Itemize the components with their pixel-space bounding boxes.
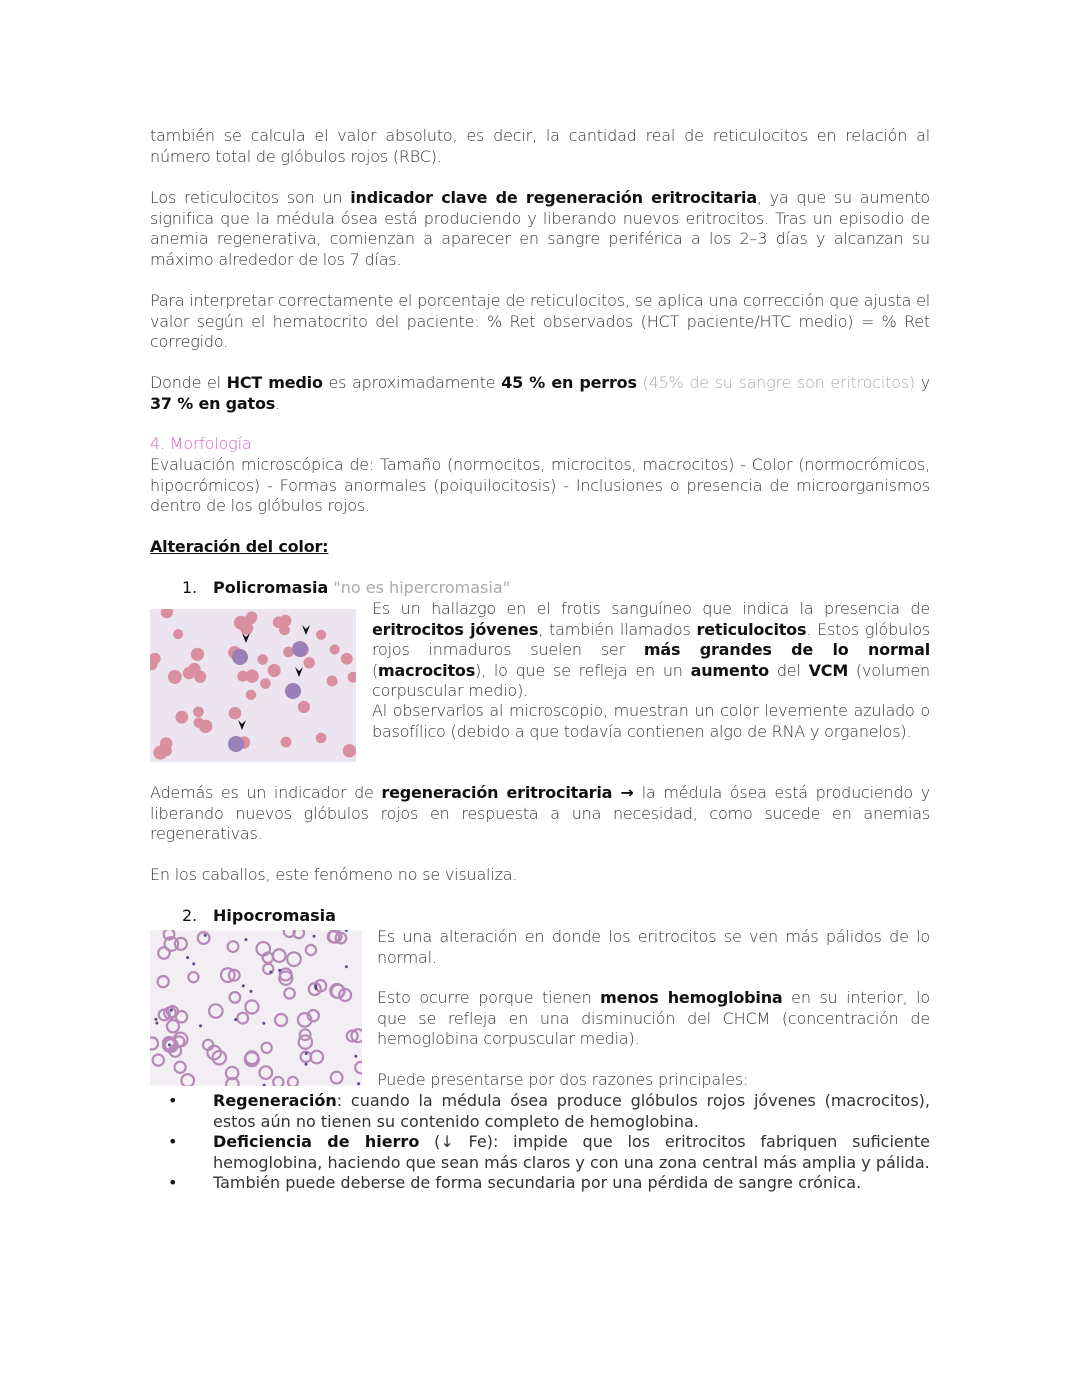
list-item [150,1132,930,1173]
reasons-list [150,1091,930,1194]
text-segment: : cuando la médula ósea produce glóbulos rojos jóvenes (macrocitos), estos aún no tienen su contenido completo de hemoglobina. [213,1091,930,1131]
text-segment: (45% de su sangre son eritrocitos) [642,373,915,392]
red-cell [281,737,292,748]
red-cell [273,616,285,628]
bold-text: macrocitos [378,660,476,680]
platelet [305,1052,308,1055]
platelet [345,965,348,968]
hipocromasia-hemoglobin [377,988,930,1050]
list-item-text [213,1173,861,1192]
bold-text: Deficiencia de hierro [213,1132,420,1152]
red-cell [257,654,268,665]
hipocromasia-heading [182,906,336,927]
red-cell [341,653,353,665]
bold-text: VCM [808,660,849,680]
bold-text: Hipocromasia [213,906,336,925]
text-segment: Los reticulocitos son un [150,188,351,207]
bold-text: 45 % en perros [501,373,637,392]
text-segment: En los caballos, este fenómeno no se visualiza. [150,865,518,884]
paragraph-hct [150,373,930,414]
text-segment: en su interior, lo que se refleja en una disminución del CHCM (concentración de hemoglobina corpuscular media). [377,988,931,1049]
platelet [305,1063,308,1066]
text-segment: Alteración del color: [150,537,329,556]
text-segment: . Estos glóbulos rojos inmaduros suelen ser [372,619,930,660]
paragraph-reticulocytes [150,188,930,270]
policromasia-heading [182,578,510,599]
text-segment: y [914,373,930,392]
policromasia-description [372,599,930,702]
bold-text: más grandes de lo normal [643,640,930,660]
reticulocyte [292,641,308,657]
bullet-icon: • [168,1132,178,1152]
reticulocyte [228,736,244,752]
red-cell [330,644,340,654]
red-cell [199,720,212,733]
text-segment: También puede deberse de forma secundaria por una pérdida de sangre crónica. [213,1173,862,1193]
bold-text: indicador clave de regeneración eritrocitaria [350,188,757,207]
red-cell [161,745,172,756]
section-heading-morfologia [150,434,930,455]
paragraph-morfologia [150,455,930,517]
paragraph-correction [150,291,930,353]
platelet [313,935,316,938]
text-segment: Para interpretar correctamente el porcentaje de reticulocitos, se aplica una corrección que ajusta el valor según el hematocrito del paciente: % Ret observados (HCT paciente/HTC medio) = % Ret corregido. [150,291,930,352]
bold-text: HCT medio [226,373,323,392]
platelet [244,938,247,941]
bold-text: aumento [690,660,769,680]
red-cell [246,690,256,700]
red-cell [327,676,338,687]
platelet [249,990,252,993]
platelet [278,969,281,972]
platelet [354,1055,357,1058]
red-cell [229,707,242,720]
platelet [262,1022,265,1025]
platelet [168,1043,171,1046]
text-segment: también se calcula el valor absoluto, es decir, la cantidad real de reticulocitos en relación al número total de glóbulos rojos (RBC). [150,126,930,166]
hipocromasia-description [377,927,930,968]
red-cell [175,711,188,724]
policromasia-micrograph [150,609,356,762]
text-segment: (↓ Fe): impide que los eritrocitos fabriquen suficiente hemoglobina, haciendo que sean más claros y con una zona central más amplia y pálida. [213,1132,931,1172]
paragraph-regeneration [150,783,930,845]
bold-text: reticulocitos [696,619,807,639]
text-segment: Puede presentarse por dos razones principales: [377,1070,749,1089]
red-cell [173,629,183,639]
bold-text: regeneración eritrocitaria → [381,783,642,802]
platelet [234,1018,237,1021]
text-segment: Donde el [150,373,227,392]
bold-text: menos hemoglobina [600,988,783,1007]
platelet [186,956,189,959]
text-segment: ), lo que se refleja en un [475,660,691,680]
reticulocyte [285,683,301,699]
text-segment: "no es hipercromasia" [328,578,511,597]
text-segment: Esto ocurre porque tienen [377,988,601,1007]
red-cell [193,706,204,717]
platelet [314,984,317,987]
list-number: 1. [182,578,198,597]
text-segment: , ya que su aumento significa que la médula ósea está produciendo y liberando nuevos eritrocitos. Tras un episodio de anemia regenerativa, comienzan a aparecer en sangre periférica a los 2–3 días y alcanzan su máximo alrededor de los 7 días. [150,188,930,269]
platelet [199,1024,202,1027]
red-cell [316,733,327,744]
red-cell [316,630,326,640]
subheading-color [150,537,930,558]
red-cell [188,663,201,676]
red-cell [245,613,256,624]
policromasia-title [213,578,510,597]
text-segment: , también llamados [538,619,697,639]
platelet [155,1021,158,1024]
text-segment: Además es un indicador de [150,783,382,802]
red-cell [260,678,271,689]
red-cell [298,701,310,713]
list-item-text [213,1132,930,1172]
text-segment: Es un hallazgo en el frotis sanguíneo que indica la presencia de [372,599,930,618]
text-segment: es aproximadamente [322,373,502,392]
hipocromasia-reasons [377,1070,930,1091]
red-cell [237,671,248,682]
red-cell [168,670,182,684]
bold-text: Regeneración [213,1091,337,1110]
platelet [154,1018,157,1021]
platelet [269,971,272,974]
platelet [204,934,207,937]
list-item [150,1173,930,1194]
list-item-text [213,1091,930,1131]
text-segment: . [275,393,280,413]
text-segment: Es una alteración en donde los eritrocitos se ven más pálidos de lo normal. [377,927,930,967]
list-number: 2. [182,906,198,925]
text-segment: 4. Morfología [150,434,252,453]
text-segment: Al observarlos al microscopio, muestran un color levemente azulado o basofílico (debido a que todavía contienen algo de RNA y organelos). [372,701,930,741]
paragraph-absolute-value [150,126,930,167]
hipocromasia-micrograph [150,930,362,1086]
reticulocyte [232,649,248,665]
text-segment: la médula ósea está produciendo y liberando nuevos glóbulos rojos en respuesta a una necesidad, como sucede en anemias regenerativas. [150,783,930,844]
text-segment: (volumen corpuscular medio). [372,660,930,701]
hipocromasia-title [213,906,336,925]
bullet-icon: • [168,1091,178,1110]
text-segment: ( [372,660,379,680]
red-cell [191,648,204,661]
red-cell [343,744,356,757]
paragraph-horses [150,865,930,886]
red-cell [268,664,281,677]
platelet [357,1082,360,1085]
list-item [150,1091,930,1132]
text-segment: del [768,660,809,680]
platelet [170,1009,173,1012]
text-segment: Evaluación microscópica de: Tamaño (normocitos, microcitos, macrocitos) - Color (normocrómicos, hipocrómicos) - Formas anormales (poiquilocitosis) - Inclusiones o presencia de microorganismos dentro de los glóbulos rojos. [150,455,930,516]
bold-text: Policromasia [213,578,329,597]
platelet [192,962,195,965]
platelet [242,984,245,987]
policromasia-microscope [372,701,930,742]
bold-text: 37 % en gatos [150,393,276,413]
bold-text: eritrocitos jóvenes [372,619,539,639]
red-cell [304,657,315,668]
bullet-icon: • [168,1173,178,1193]
